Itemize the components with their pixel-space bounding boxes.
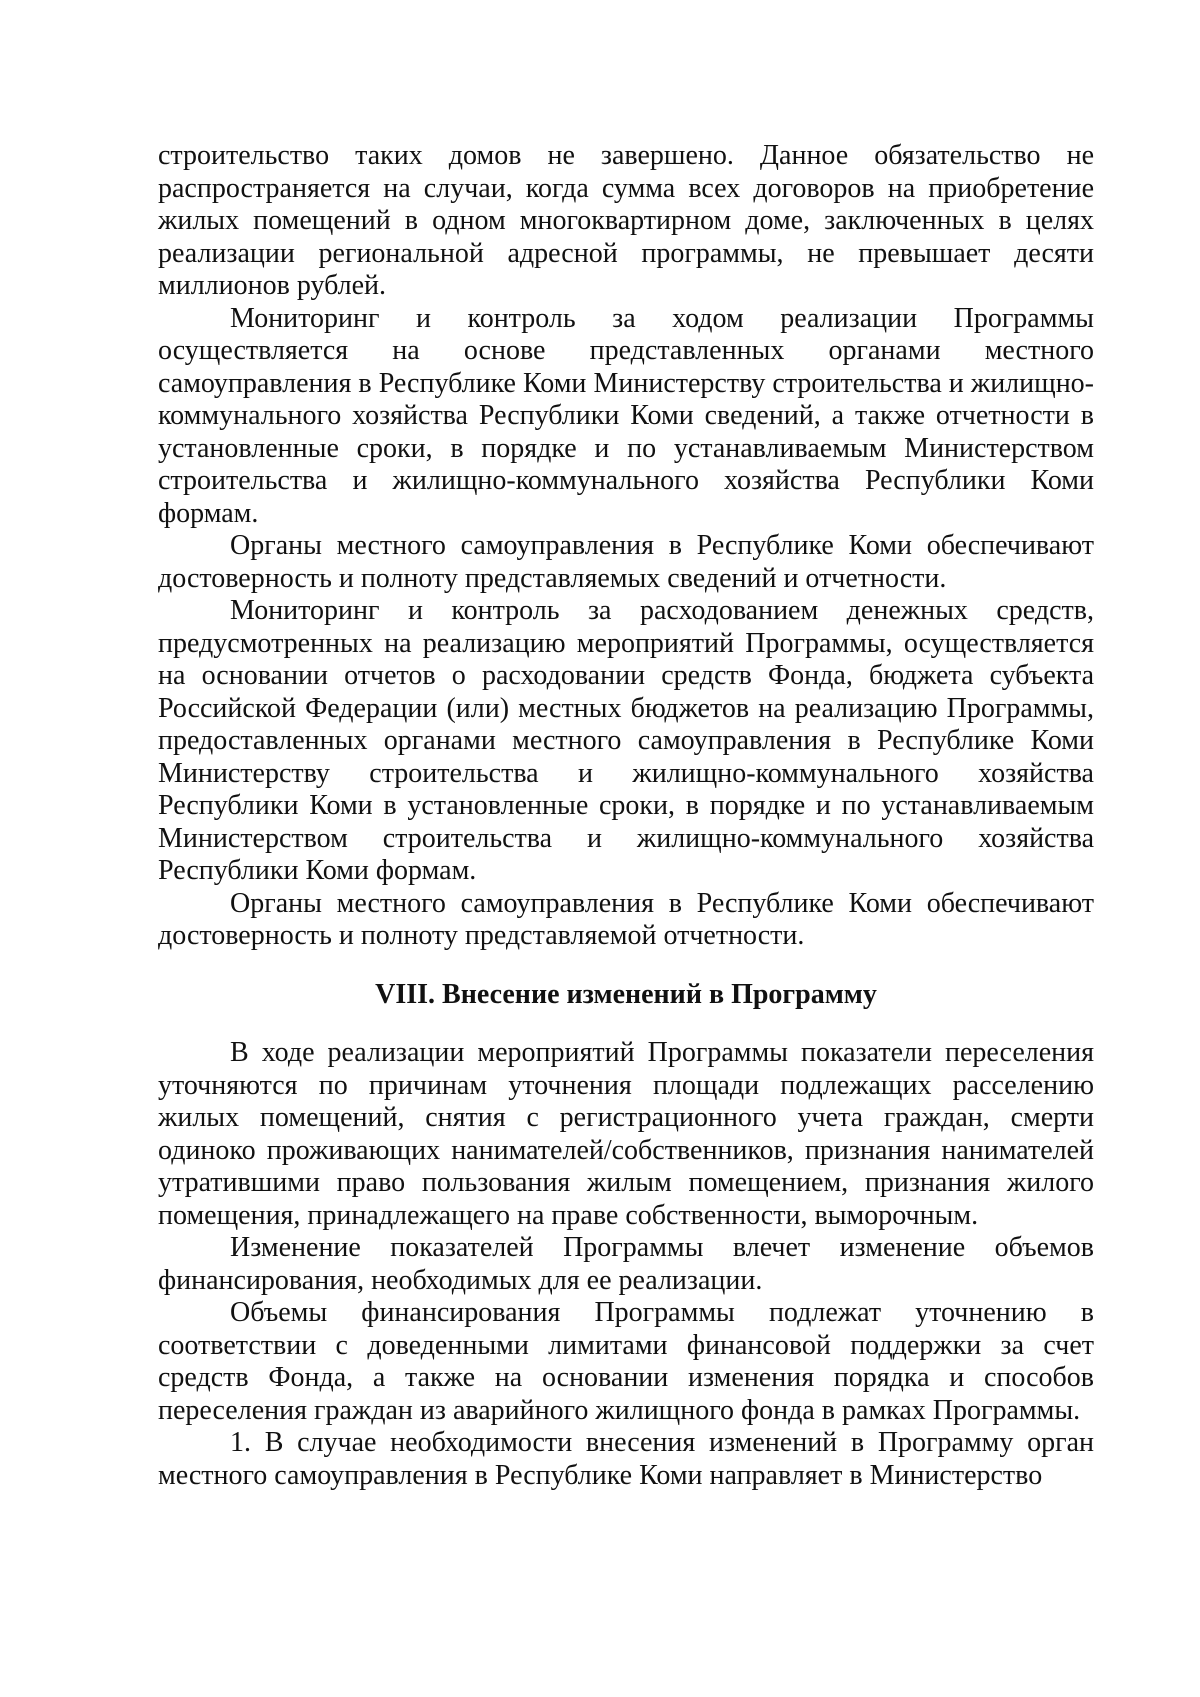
paragraph-funds-monitoring: Мониторинг и контроль за расходованием денежных средств, предусмотренных на реализацию мероприятий Программы, осуществляется на основании отчетов о расходовании средств Фонда, бюджета субъекта Российской Федерации (или) местных бюджетов на реализацию Программы, предоставленных органами местного самоуправления в Республике Коми Министерству строительства и жилищно-коммунального хозяйства Республики Коми в установленные сроки, в порядке и по устанавливаемым Министерством строительства и жилищно-коммунального хозяйства Республики Коми формам. [158, 595, 1094, 886]
paragraph-reliability-info: Органы местного самоуправления в Республике Коми обеспечивают достоверность и полноту представляемых сведений и отчетности. [158, 530, 1094, 594]
paragraph-monitoring: Мониторинг и контроль за ходом реализации Программы осуществляется на основе представленных органами местного самоуправления в Республике Коми Министерству строительства и жилищно-коммунального хозяйства Республики Коми сведений, а также отчетности в установленные сроки, в порядке и по устанавливаемым Министерством строительства и жилищно-коммунального хозяйства Республики Коми формам. [158, 302, 1094, 529]
document-page [158, 140, 1094, 1492]
section-heading: VIII. Внесение изменений в Программу [375, 978, 877, 1010]
paragraph-indicators: В ходе реализации мероприятий Программы показатели переселения уточняются по причинам уточнения площади подлежащих расселению жилых помещений, снятия с регистрационного учета граждан, смерти одиноко проживающих нанимателей/собственников, признания нанимателей утратившими право пользования жилым помещением, признания жилого помещения, принадлежащего на праве собственности, выморочным. [158, 1037, 1094, 1231]
paragraph-financing-volumes: Объемы финансирования Программы подлежат уточнению в соответствии с доведенными лимитами финансовой поддержки за счет средств Фонда, а также на основании изменения порядка и способов переселения граждан из аварийного жилищного фонда в рамках Программы. [158, 1297, 1094, 1426]
paragraph-financing-change: Изменение показателей Программы влечет изменение объемов финансирования, необходимых для ее реализации. [158, 1232, 1094, 1296]
paragraph-reliability-reports: Органы местного самоуправления в Республике Коми обеспечивают достоверность и полноту представляемой отчетности. [158, 887, 1094, 951]
paragraph-item-1: 1. В случае необходимости внесения изменений в Программу орган местного самоуправления в Республике Коми направляет в Министерство [158, 1427, 1094, 1491]
paragraph-continuation: строительство таких домов не завершено. Данное обязательство не распространяется на случаи, когда сумма всех договоров на приобретение жилых помещений в одном многоквартирном доме, заключенных в целях реализации региональной адресной программы, не превышает десяти миллионов рублей. [158, 140, 1094, 301]
